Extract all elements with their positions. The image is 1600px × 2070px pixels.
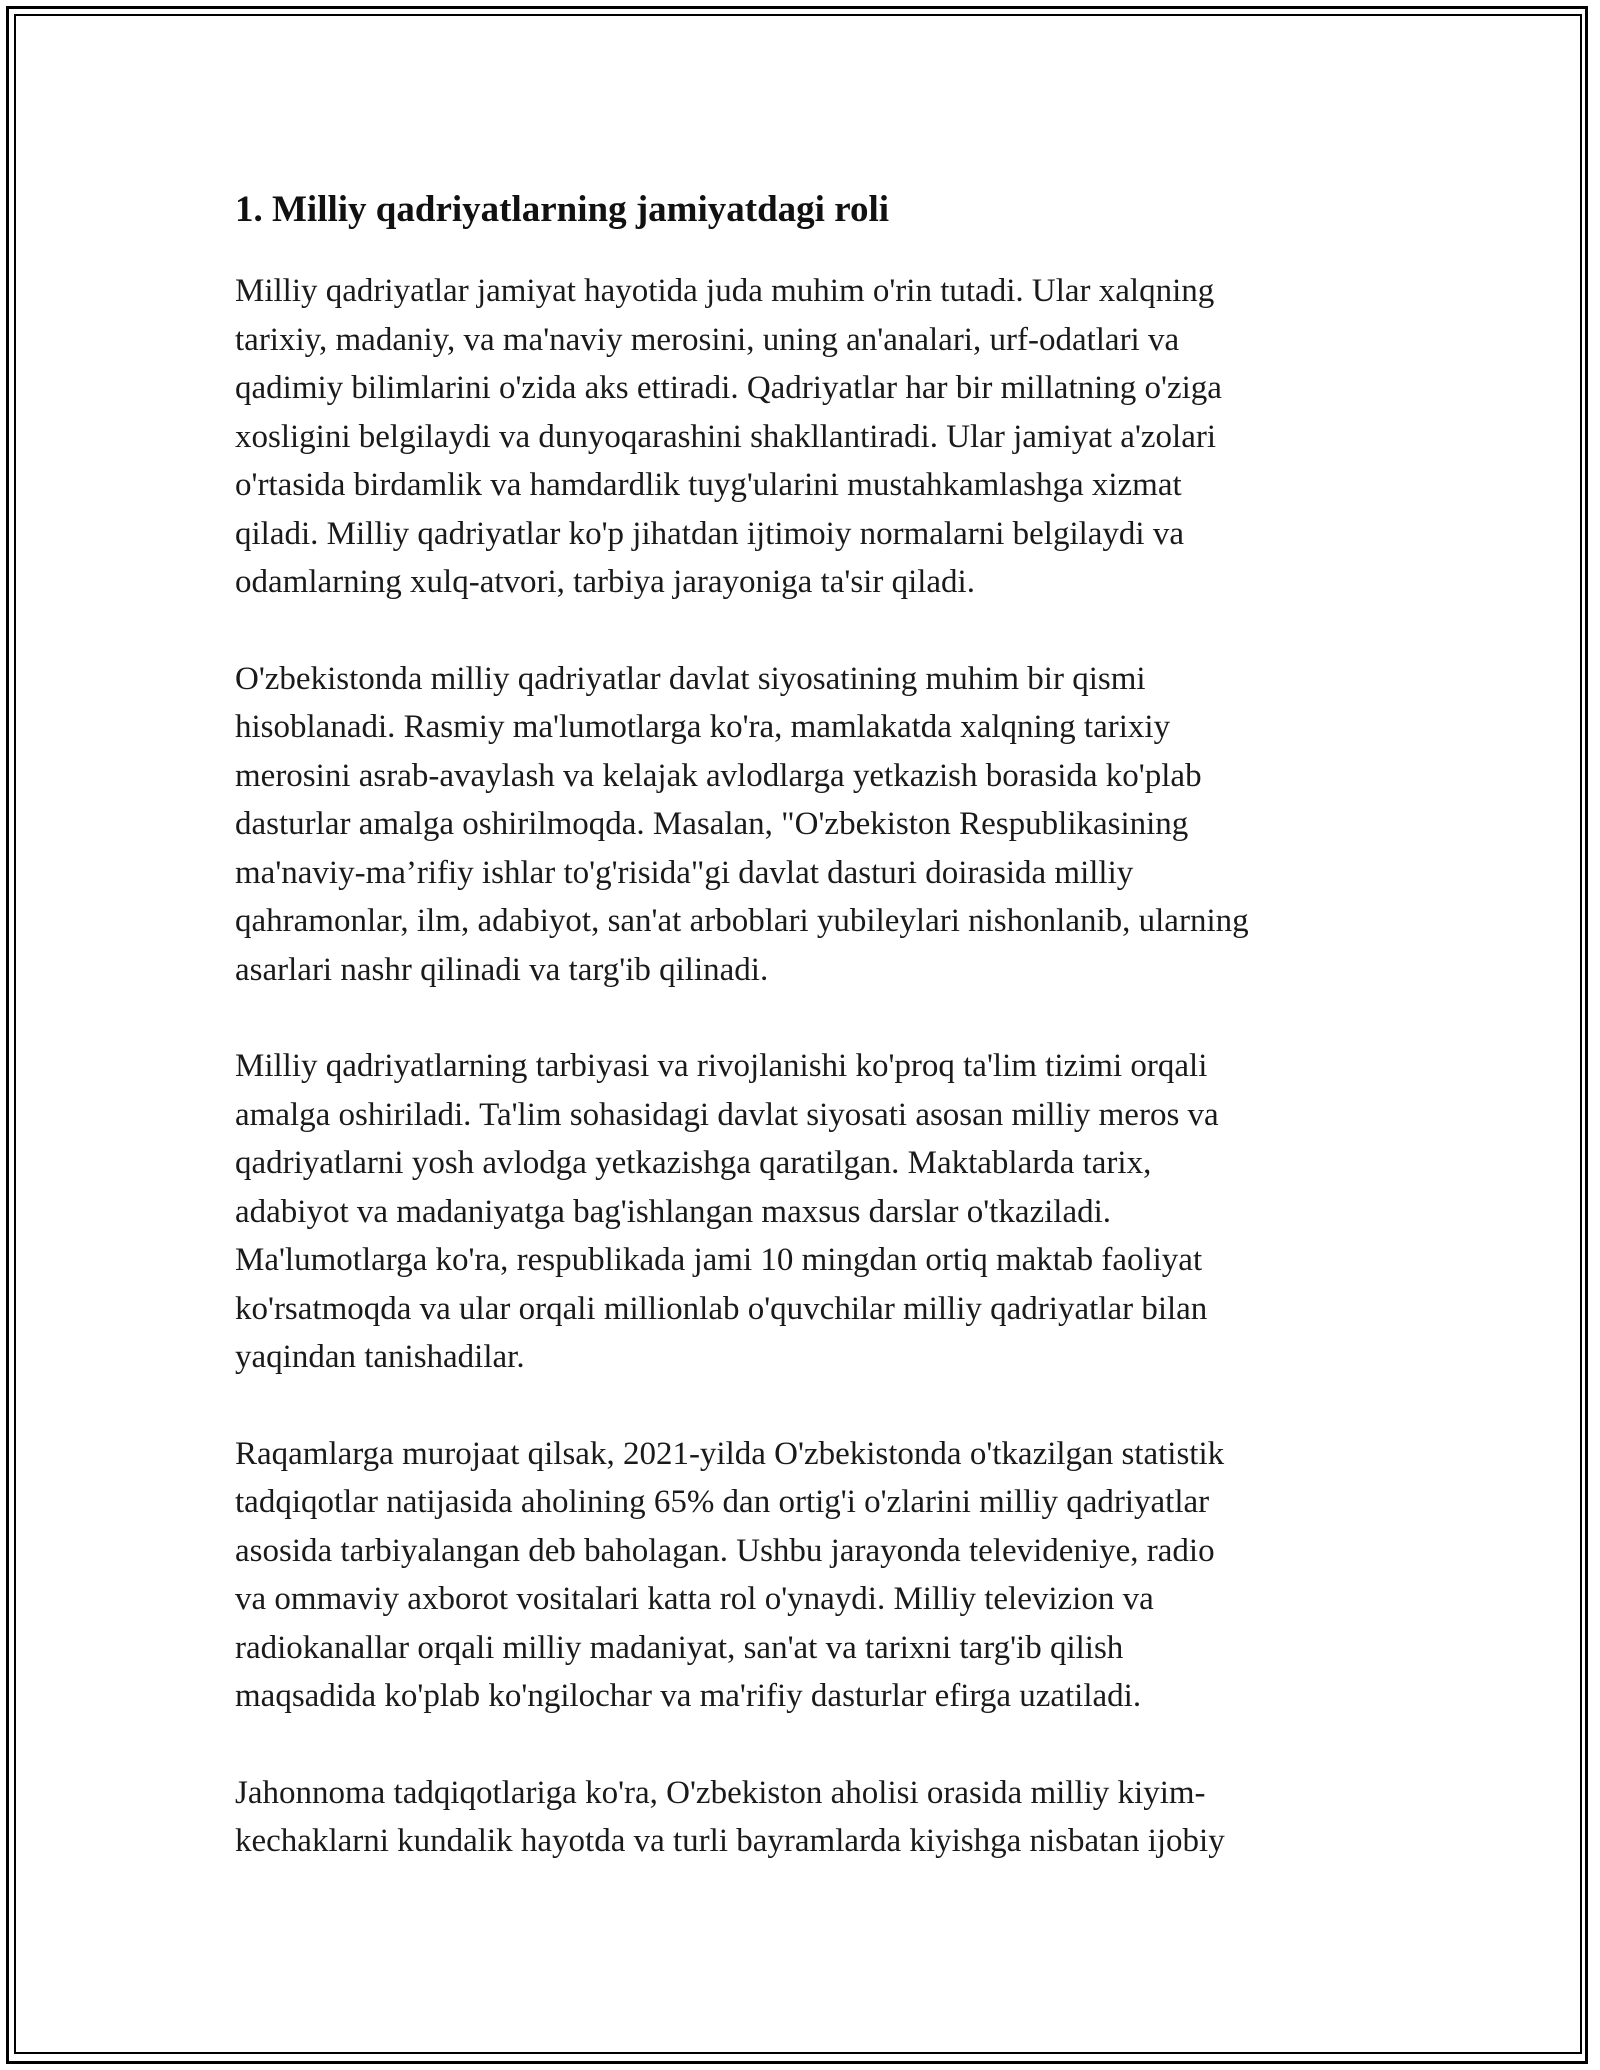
paragraph-5: Jahonnoma tadqiqotlariga ko'ra, O'zbekiston aholisi orasida milliy kiyim- kechaklarni kundalik hayotda va turli bayramlarda kiyishga nisbatan ijobiy	[235, 1774, 1225, 1859]
document-body	[235, 185, 1375, 1914]
paragraph-1: Milliy qadriyatlar jamiyat hayotida juda muhim o'rin tutadi. Ular xalqning tarixiy, madaniy, va ma'naviy merosini, uning an'analari, urf-odatlari va qadimiy bilimlarini o'zida aks ettiradi. Qadriyatlar har bir millatning o'ziga xosligini belgilaydi va dunyoqarashini shakllantiradi. Ular jamiyat a'zolari o'rtasida birdamlik va hamdardlik tuyg'ularini mustahkamlashga xizmat qiladi. Milliy qadriyatlar ko'p jihatdan ijtimoiy normalarni belgilaydi va odamlarning xulq-atvori, tarbiya jarayoniga ta'sir qiladi.	[235, 273, 1222, 600]
paragraph-3: Milliy qadriyatlarning tarbiyasi va rivojlanishi ko'proq ta'lim tizimi orqali amalga oshiriladi. Ta'lim sohasidagi davlat siyosati asosan milliy meros va qadriyatlarni yosh avlodga yetkazishga qaratilgan. Maktablarda tarix, adabiyot va madaniyatga bag'ishlangan maxsus darslar o'tkaziladi. Ma'lumotlarga ko'ra, respublikada jami 10 mingdan ortiq maktab faoliyat ko'rsatmoqda va ular orqali millionlab o'quvchilar milliy qadriyatlar bilan yaqindan tanishadilar.	[235, 1048, 1219, 1375]
paragraph-2: O'zbekistonda milliy qadriyatlar davlat siyosatining muhim bir qismi hisoblanadi. Rasmiy ma'lumotlarga ko'ra, mamlakatda xalqning tarixiy merosini asrab-avaylash va kelajak avlodlarga yetkazish borasida ko'plab dasturlar amalga oshirilmoqda. Masalan, "O'zbekiston Respublikasining ma'naviy-ma’rifiy ishlar to'g'risida"gi davlat dasturi doirasida milliy qahramonlar, ilm, adabiyot, san'at arboblari yubileylari nishonlanib, ularning asarlari nashr qilinadi va targ'ib qilinadi.	[235, 660, 1249, 988]
section-heading: 1. Milliy qadriyatlarning jamiyatdagi roli	[235, 189, 890, 230]
paragraph-4: Raqamlarga murojaat qilsak, 2021-yilda O'zbekistonda o'tkazilgan statistik tadqiqotlar natijasida aholining 65% dan ortig'i o'zlarini milliy qadriyatlar asosida tarbiyalangan deb baholagan. Ushbu jarayonda televideniye, radio va ommaviy axborot vositalari katta rol o'ynaydi. Milliy televizion va radiokanallar orqali milliy madaniyat, san'at va tarixni targ'ib qilish maqsadida ko'plab ko'ngilochar va ma'rifiy dasturlar efirga uzatiladi.	[235, 1435, 1225, 1714]
